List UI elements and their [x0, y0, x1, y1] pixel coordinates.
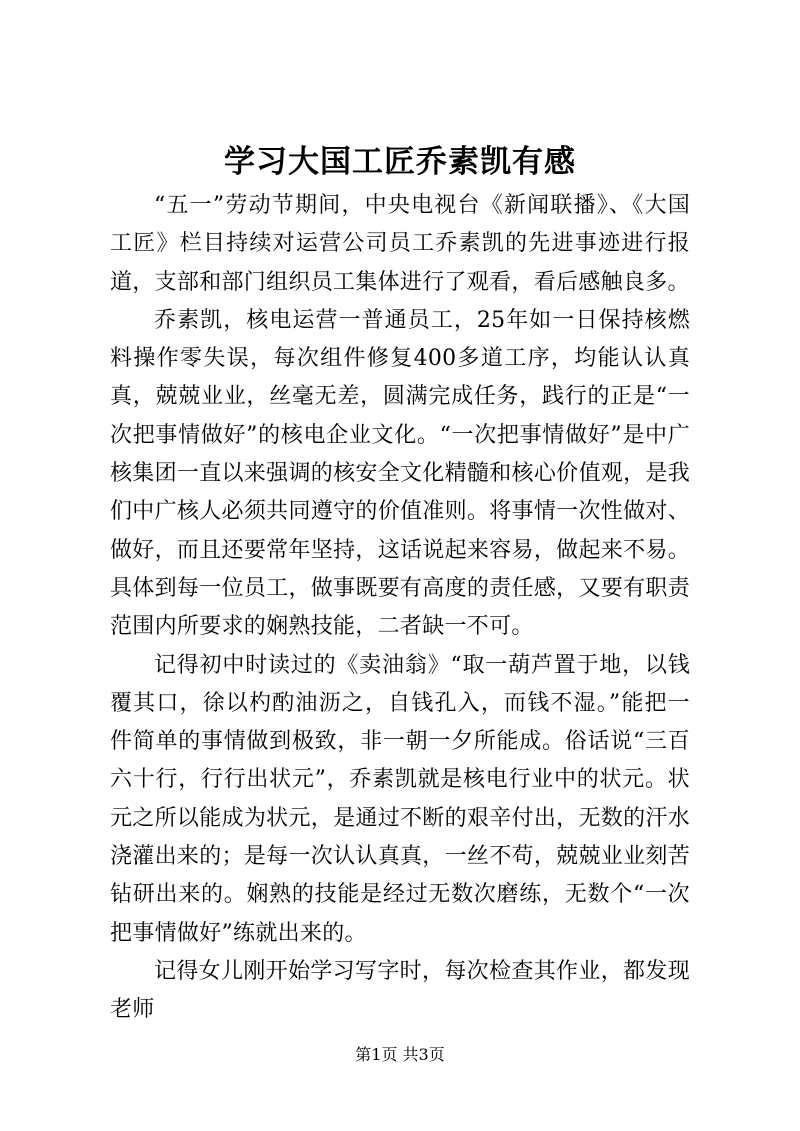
- document-body: [110, 187, 690, 1030]
- paragraph-4: 记得女儿刚开始学习写字时，每次检查其作业，都发现老师: [110, 958, 690, 1023]
- paragraph-1: “五一”劳动节期间，中央电视台《新闻联播》、《大国工匠》栏目持续对运营公司员工乔素凯的先进事迹进行报道，支部和部门组织员工集体进行了观看，看后感触良多。: [110, 193, 690, 295]
- paragraph-3: 记得初中时读过的《卖油翁》“取一葫芦置于地，以钱覆其口，徐以杓酌油沥之，自钱孔入，而钱不湿。”能把一件简单的事情做到极致，非一朝一夕所能成。俗话说“三百六十行，行行出状元”，乔素凯就是核电行业中的状元。状元之所以能成为状元，是通过不断的艰辛付出，无数的汗水浇灌出来的；是每一次认认真真，一丝不苟，兢兢业业刻苦钻研出来的。娴熟的技能是经过无数次磨练，无数个“一次把事情做好”练就出来的。: [110, 652, 690, 946]
- page-number-footer: 第1页 共3页: [355, 1045, 445, 1064]
- paragraph-2: 乔素凯，核电运营一普通员工，25年如一日保持核燃料操作零失误，每次组件修复400多道工序，均能认认真真，兢兢业业，丝毫无差，圆满完成任务，践行的正是“一次把事情做好”的核电企业文化。“一次把事情做好”是中广核集团一直以来强调的核安全文化精髓和核心价值观，是我们中广核人必须共同遵守的价值准则。将事情一次性做对、做好，而且还要常年坚持，这话说起来容易，做起来不易。具体到每一位员工，做事既要有高度的责任感，又要有职责范围内所要求的娴熟技能，二者缺一不可。: [110, 307, 690, 640]
- document-title: 学习大国工匠乔素凯有感: [224, 144, 576, 180]
